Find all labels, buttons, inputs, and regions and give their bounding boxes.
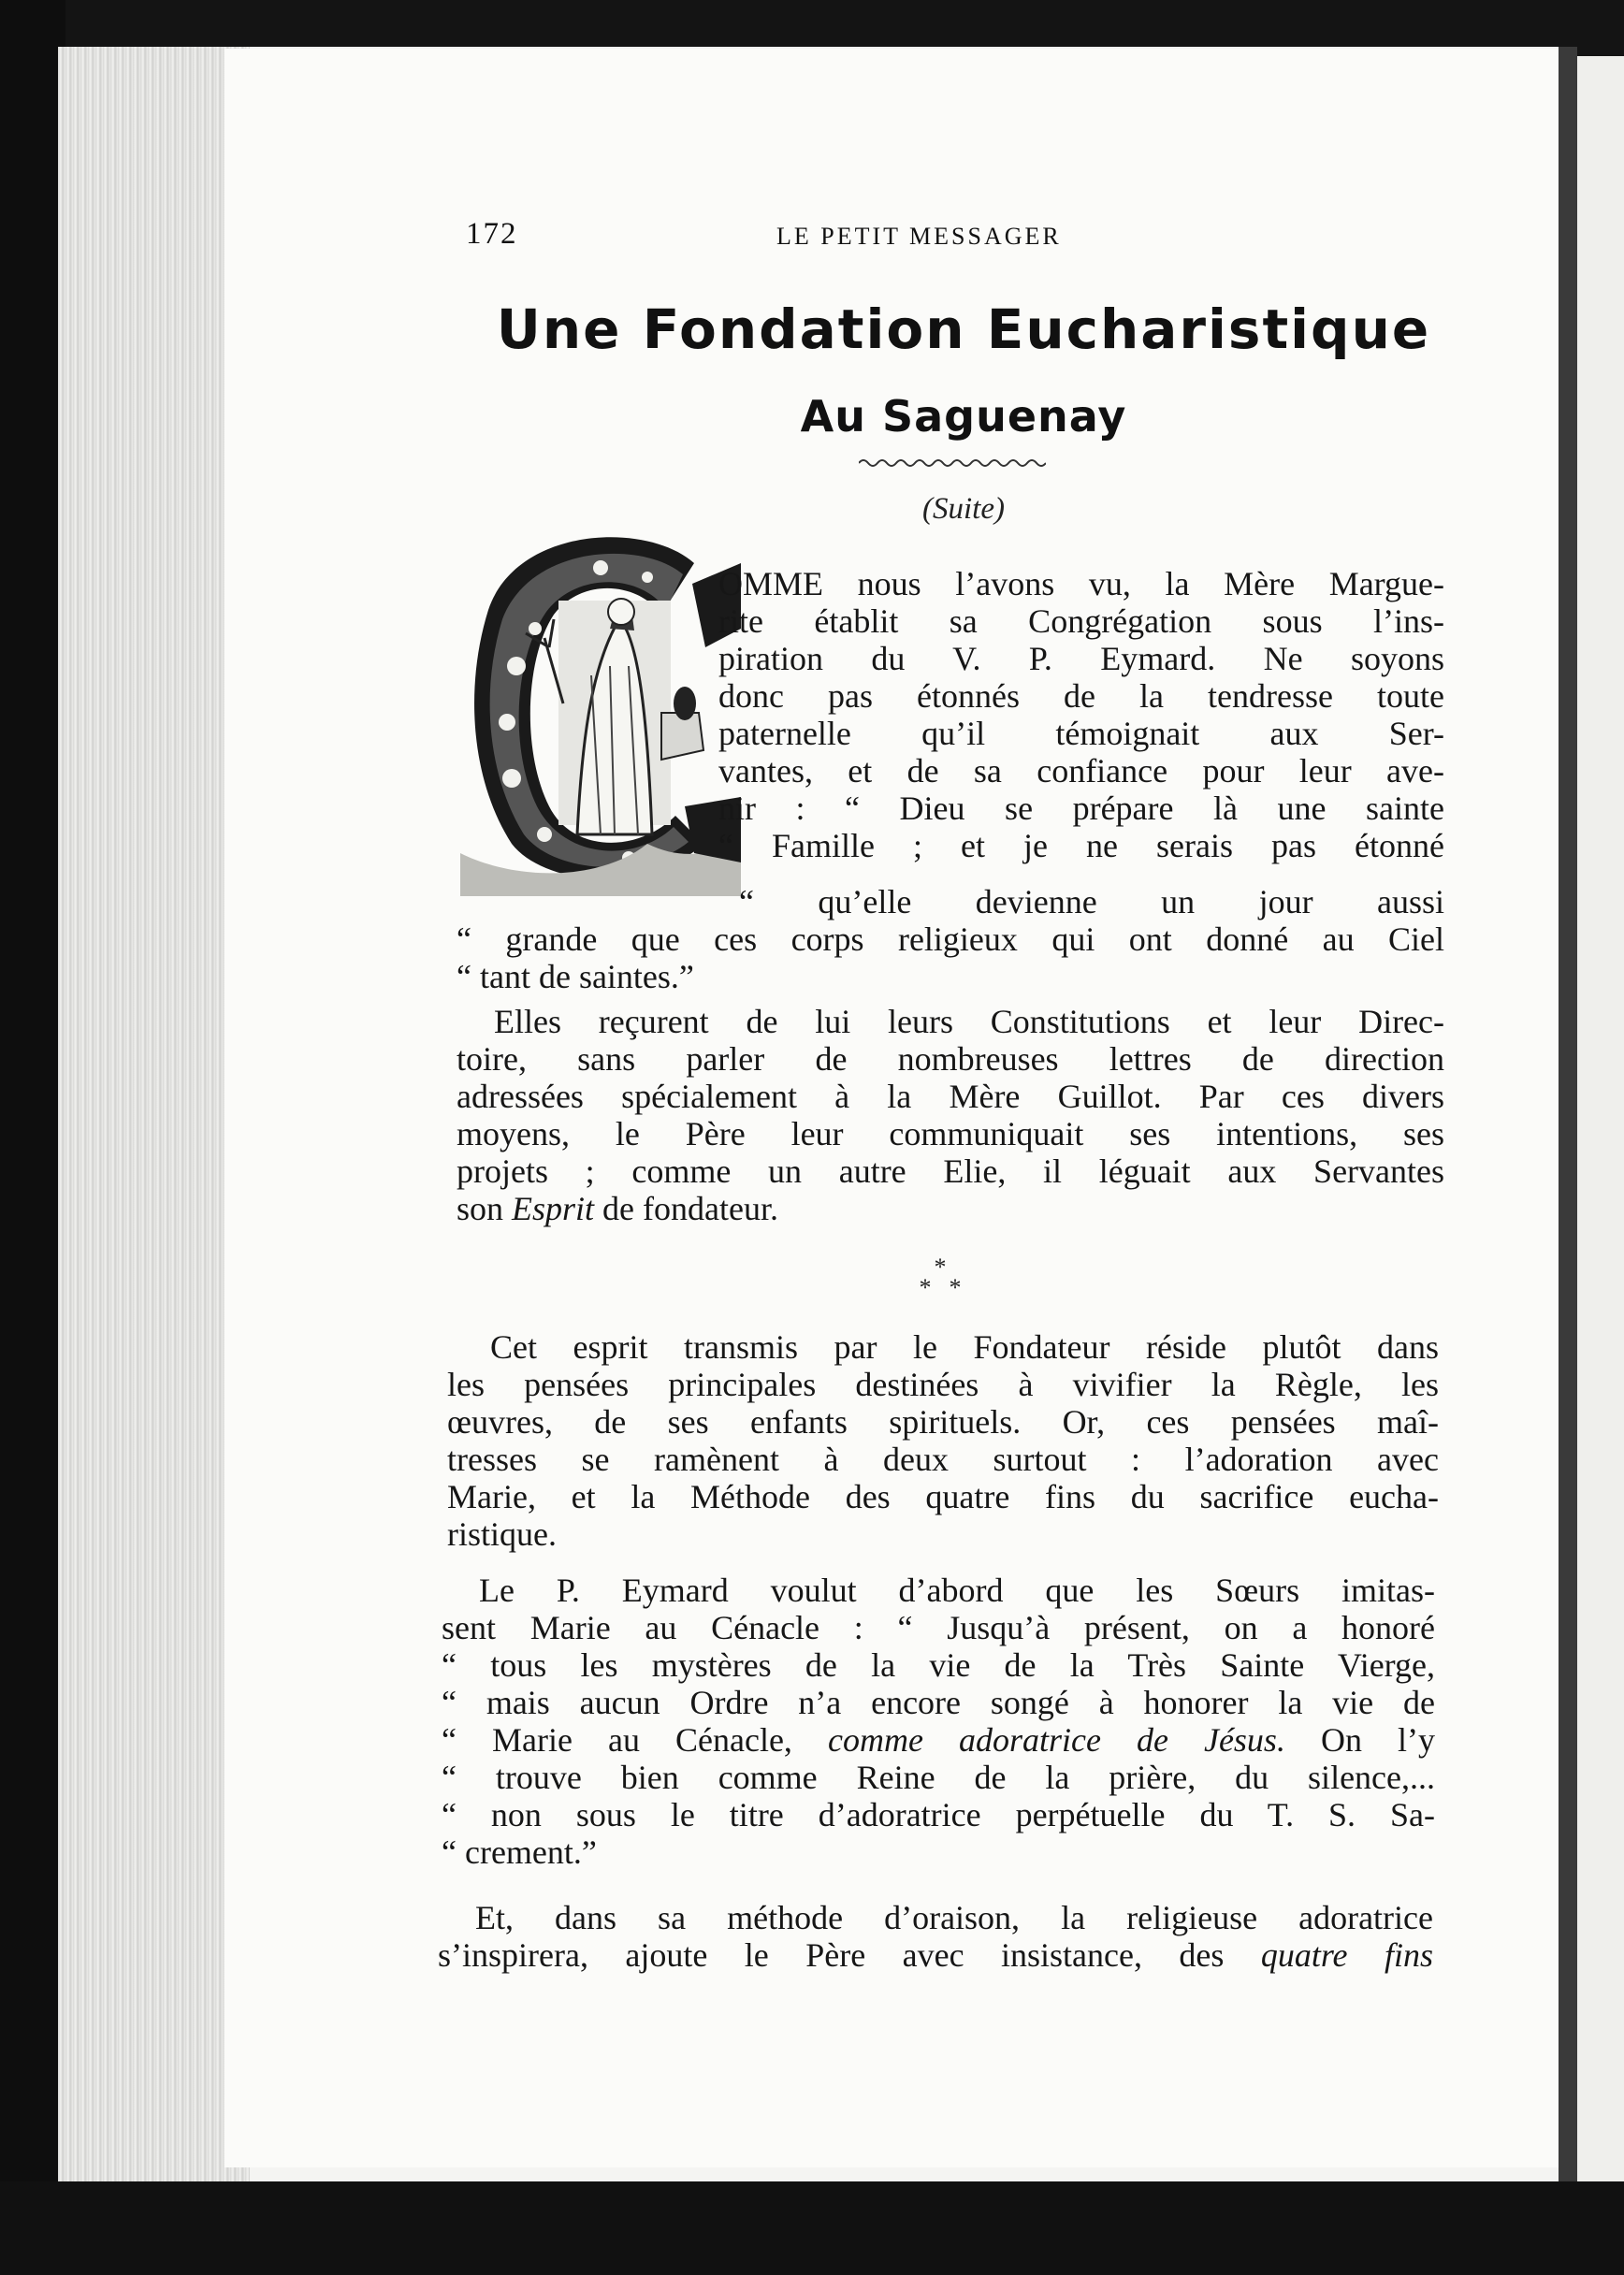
running-title: LE PETIT MESSAGER <box>776 223 1062 250</box>
svg-text:*: * <box>919 1274 932 1301</box>
running-header <box>466 217 1139 254</box>
text-span: de fondateur. <box>594 1190 778 1227</box>
text-line: “ tant de saintes.” <box>457 958 694 995</box>
text-line: nir : “ Dieu se prépare là une sainte <box>718 790 1444 827</box>
text-span: s’inspirera, ajoute le Père avec insistance, des <box>438 1936 1261 1974</box>
article-subtitle: Au Saguenay <box>800 391 1127 442</box>
text-line: œuvres, de ses enfants spirituels. Or, ces pensées maî- <box>447 1403 1439 1441</box>
italic-phrase: comme adoratrice de Jésus. <box>827 1721 1285 1759</box>
italic-phrase: quatre fins <box>1260 1936 1433 1974</box>
text-line: moyens, le Père leur communiquait ses intentions, ses <box>457 1115 1444 1152</box>
book-spine-shadow <box>0 0 65 2275</box>
text-span: On l’y <box>1284 1721 1436 1759</box>
text-line: “ grande que ces corps religieux qui ont donné au Ciel <box>457 920 1444 958</box>
text-line: les pensées principales destinées à vivifier la Règle, les <box>447 1366 1439 1403</box>
text-line: sent Marie au Cénacle : “ Jusqu’à présent, on a honoré <box>442 1609 1435 1646</box>
gutter-shadow <box>1559 47 1577 2181</box>
text-line: projets ; comme un autre Elie, il léguait aux Servantes <box>457 1152 1444 1190</box>
text-line <box>438 1936 1433 1974</box>
article-title: Une Fondation Eucharistique <box>496 297 1431 361</box>
section-break-asterism <box>912 1256 968 1303</box>
text-line: “ non sous le titre d’adoratrice perpétuelle du T. S. Sa- <box>442 1796 1435 1833</box>
text-line: “ trouve bien comme Reine de la prière, du silence,... <box>442 1759 1435 1796</box>
text-line: Cet esprit transmis par le Fondateur réside plutôt dans <box>490 1328 1439 1366</box>
italic-word: Esprit <box>512 1190 595 1227</box>
illuminated-dropcap <box>460 526 741 896</box>
title-ornament <box>859 456 1046 470</box>
text-line: Marie, et la Méthode des quatre fins du sacrifice eucha- <box>447 1478 1439 1515</box>
text-line: OMME nous l’avons vu, la Mère Margue- <box>718 565 1444 602</box>
svg-text:*: * <box>934 1256 947 1281</box>
text-line: paternelle qu’il témoignait aux Ser- <box>718 715 1444 752</box>
text-line <box>442 1721 1435 1759</box>
text-line: rite établit sa Congrégation sous l’ins- <box>718 602 1444 640</box>
text-line: vantes, et de sa confiance pour leur ave- <box>718 752 1444 790</box>
svg-text:*: * <box>949 1274 962 1301</box>
page-edges <box>58 47 250 2181</box>
text-line: “ mais aucun Ordre n’a encore songé à honorer la vie de <box>442 1684 1435 1721</box>
text-line: Et, dans sa méthode d’oraison, la religieuse adoratrice <box>475 1899 1433 1936</box>
text-line: ristique. <box>447 1515 557 1553</box>
text-line <box>457 1190 1444 1227</box>
text-line: “ crement.” <box>442 1833 597 1871</box>
scan-background <box>0 2181 1624 2275</box>
text-line: donc pas étonnés de la tendresse toute <box>718 677 1444 715</box>
text-line: Elles reçurent de lui leurs Constitutions et leur Direc- <box>494 1003 1444 1040</box>
text-line: tresses se ramènent à deux surtout : l’adoration avec <box>447 1441 1439 1478</box>
text-span: “ Marie au Cénacle, <box>442 1721 828 1759</box>
text-span: son <box>457 1190 513 1227</box>
continued-label: (Suite) <box>922 492 1005 526</box>
text-line: Le P. Eymard voulut d’abord que les Sœurs imitas- <box>479 1572 1435 1609</box>
facing-page-edge <box>1577 56 1624 2181</box>
text-line: toire, sans parler de nombreuses lettres de direction <box>457 1040 1444 1078</box>
text-line: “ qu’elle devienne un jour aussi <box>739 883 1444 920</box>
text-line: “ tous les mystères de la vie de la Très Sainte Vierge, <box>442 1646 1435 1684</box>
text-line: adressées spécialement à la Mère Guillot. Par ces divers <box>457 1078 1444 1115</box>
text-line: piration du V. P. Eymard. Ne soyons <box>718 640 1444 677</box>
text-line: “ Famille ; et je ne serais pas étonné <box>718 827 1444 864</box>
page-number: 172 <box>466 217 518 251</box>
